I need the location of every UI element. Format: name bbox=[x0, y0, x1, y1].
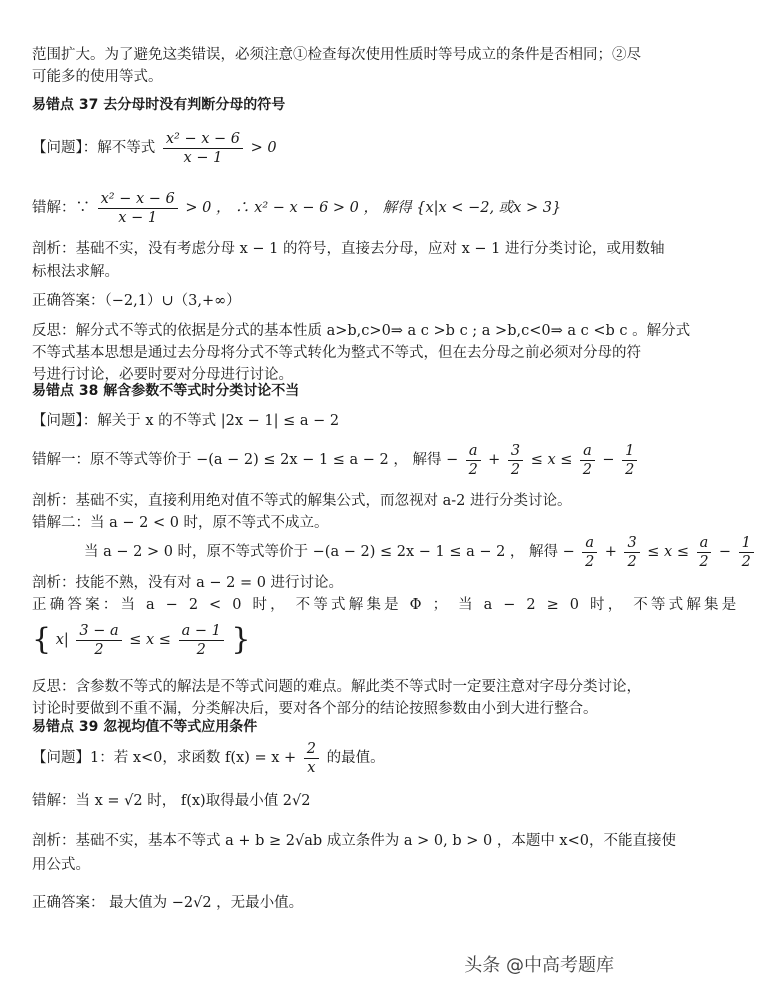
wrong-38-1-fraction-2-num: 3 bbox=[508, 442, 523, 461]
watermark: 头条 @中高考题库 bbox=[464, 955, 614, 976]
heading-38: 易错点 38 解含参数不等式时分类讨论不当 bbox=[32, 383, 300, 399]
wrong-38-2b-fraction-4 bbox=[739, 534, 754, 571]
wrong-38-2b-fraction-1 bbox=[582, 534, 597, 571]
answer-38-fraction-2 bbox=[179, 622, 224, 659]
problem-39-fraction bbox=[304, 740, 319, 777]
wrong-38-1-fraction-2 bbox=[508, 442, 523, 479]
answer-38-left-brace: { bbox=[32, 622, 52, 657]
wrong-38-2b-fraction-3-den: 2 bbox=[699, 553, 709, 570]
wrong-38-1-fraction-4 bbox=[622, 442, 637, 479]
wrong-38-1-fraction-3-den: 2 bbox=[582, 461, 592, 478]
wrong-38-2b-fraction-2-num: 3 bbox=[624, 534, 639, 553]
wrong-38-2b-fraction-4-den: 2 bbox=[741, 553, 751, 570]
wrong-38-2b-fraction-1-num: a bbox=[582, 534, 597, 553]
problem-37-prefix: 【问题】：解不等式 bbox=[32, 140, 156, 156]
problem-38: 【问题】：解关于 x 的不等式 |2x − 1| ≤ a − 2 bbox=[32, 413, 340, 429]
wrong-38-2b-prefix: 当 a − 2 > 0 时，原不等式等价于 −(a − 2) ≤ 2x − 1 ≤ a − 2 ， 解得 − bbox=[84, 544, 575, 560]
analysis-37-line-1: 剖析：基础不实，没有考虑分母 x − 1 的符号，直接去分母，应对 x − 1 进行分类讨论，或用数轴 bbox=[32, 241, 665, 257]
reflect-37-line-2: 不等式基本思想是通过去分母将分式不等式转化为整式不等式，但在去分母之前必须对分母的符 bbox=[32, 345, 641, 361]
answer-38-x: x| bbox=[55, 632, 69, 648]
wrong-38-1-fraction-1-num: a bbox=[466, 442, 481, 461]
wrong-38-1-fraction-2-den: 2 bbox=[510, 461, 521, 478]
wrong-37-denominator: x − 1 bbox=[118, 209, 158, 226]
analysis-38-2: 剖析：技能不熟，没有对 a − 2 = 0 进行讨论。 bbox=[32, 575, 344, 591]
wrong-37-set: {x|x < −2, 或x > 3} bbox=[416, 200, 562, 216]
heading-39: 易错点 39 忽视均值不等式应用条件 bbox=[32, 719, 258, 735]
answer-38-fraction-1 bbox=[76, 622, 121, 659]
wrong-37-fraction bbox=[98, 190, 178, 227]
analysis-39-line-1: 剖析：基础不实，基本不等式 a + b ≥ 2√ab 成立条件为 a > 0, b > 0 ，本题中 x<0，不能直接使 bbox=[32, 833, 676, 849]
problem-37-denominator: x − 1 bbox=[183, 149, 223, 166]
answer-38-fraction-2-num: a − 1 bbox=[179, 622, 224, 641]
analysis-37-line-2: 标根法求解。 bbox=[32, 264, 119, 280]
answer-38-right-brace: } bbox=[231, 622, 251, 657]
wrong-38-1-prefix: 错解一：原不等式等价于 −(a − 2) ≤ 2x − 1 ≤ a − 2 ， 解得 − bbox=[32, 452, 459, 468]
answer-38-fraction-1-den: 2 bbox=[94, 641, 104, 658]
wrong-38-1-mid: ≤ x ≤ bbox=[530, 452, 573, 468]
wrong-37 bbox=[32, 188, 618, 228]
answer-39: 正确答案： 最大值为 −2√2 ，无最小值。 bbox=[32, 895, 304, 911]
problem-37-fraction bbox=[163, 130, 243, 167]
reflect-37-line-3: 号进行讨论，必要时要对分母进行讨论。 bbox=[32, 367, 293, 383]
wrong-38-2b-mid: ≤ x ≤ bbox=[647, 544, 689, 560]
answer-37: 正确答案：（−2,1）∪（3,+∞） bbox=[32, 293, 241, 309]
wrong-38-2b bbox=[84, 532, 751, 572]
answer-38-fraction-1-num: 3 − a bbox=[76, 622, 121, 641]
wrong-38-2a: 错解二：当 a − 2 < 0 时，原不等式不成立。 bbox=[32, 515, 329, 531]
intro-line-1: 范围扩大。为了避免这类错误，必须注意①检查每次使用性质时等号成立的条件是否相同；②尽 bbox=[32, 47, 641, 63]
wrong-38-2b-fraction-4-num: 1 bbox=[739, 534, 754, 553]
wrong-38-2b-fraction-3-num: a bbox=[697, 534, 712, 553]
wrong-38-1 bbox=[32, 440, 635, 480]
problem-39-suffix: 的最值。 bbox=[326, 750, 385, 766]
problem-39-denominator: x bbox=[307, 759, 316, 776]
wrong-38-2b-fraction-2-den: 2 bbox=[627, 553, 637, 570]
answer-38-fraction-2-den: 2 bbox=[196, 641, 206, 658]
wrong-39: 错解：当 x = √2 时， f(x)取得最小值 2√2 bbox=[32, 793, 311, 809]
answer-38-line-2 bbox=[32, 620, 618, 660]
wrong-38-2b-fraction-3 bbox=[697, 534, 712, 571]
wrong-38-1-fraction-3 bbox=[580, 442, 595, 479]
reflect-38-line-1: 反思：含参数不等式的解法是不等式问题的难点。解此类不等式时一定要注意对字母分类讨论， bbox=[32, 679, 641, 695]
reflect-37-line-1: 反思：解分式不等式的依据是分式的基本性质 a>b,c>0⇒ a c >b c ; a >b,c<0⇒ a c <b c 。解分式 bbox=[32, 323, 691, 339]
problem-39-numerator: 2 bbox=[304, 740, 319, 759]
problem-39-prefix: 【问题】1：若 x<0，求函数 f(x) = x + bbox=[32, 750, 297, 766]
wrong-38-1-minus: − bbox=[602, 452, 615, 468]
problem-37-suffix: > 0 bbox=[250, 140, 277, 156]
wrong-38-1-plus: + bbox=[488, 452, 501, 468]
wrong-38-1-fraction-1-den: 2 bbox=[468, 461, 478, 478]
intro-line-2: 可能多的使用等式。 bbox=[32, 69, 163, 85]
wrong-37-numerator: x² − x − 6 bbox=[98, 190, 178, 209]
problem-37-numerator: x² − x − 6 bbox=[163, 130, 243, 149]
wrong-38-2b-fraction-1-den: 2 bbox=[585, 553, 595, 570]
answer-38-line-1: 正确答案：当 a − 2 < 0 时， 不等式解集是 Φ ； 当 a − 2 ≥ 0 时， 不等式解集是 bbox=[32, 597, 740, 613]
wrong-38-1-fraction-1 bbox=[466, 442, 481, 479]
heading-37: 易错点 37 去分母时没有判断分母的符号 bbox=[32, 97, 286, 113]
wrong-38-1-fraction-4-den: 2 bbox=[625, 461, 635, 478]
wrong-37-prefix: 错解：∵ bbox=[32, 200, 90, 216]
problem-37 bbox=[32, 128, 618, 168]
wrong-38-2b-plus: + bbox=[604, 544, 617, 560]
wrong-38-1-fraction-4-num: 1 bbox=[622, 442, 637, 461]
wrong-38-2b-minus: − bbox=[718, 544, 732, 560]
wrong-38-2b-fraction-2 bbox=[624, 534, 639, 571]
wrong-37-mid: > 0 ， ∴ x² − x − 6 > 0 ， 解得 bbox=[185, 200, 412, 216]
reflect-38-line-2: 讨论时要做到不重不漏，分类解决后，要对各个部分的结论按照参数由小到大进行整合。 bbox=[32, 701, 598, 717]
wrong-38-1-fraction-3-num: a bbox=[580, 442, 595, 461]
analysis-38-1: 剖析：基础不实，直接利用绝对值不等式的解集公式，而忽视对 a-2 进行分类讨论。 bbox=[32, 493, 572, 509]
analysis-39-line-2: 用公式。 bbox=[32, 857, 90, 873]
problem-39 bbox=[32, 738, 618, 778]
answer-38-mid: ≤ x ≤ bbox=[129, 632, 171, 648]
